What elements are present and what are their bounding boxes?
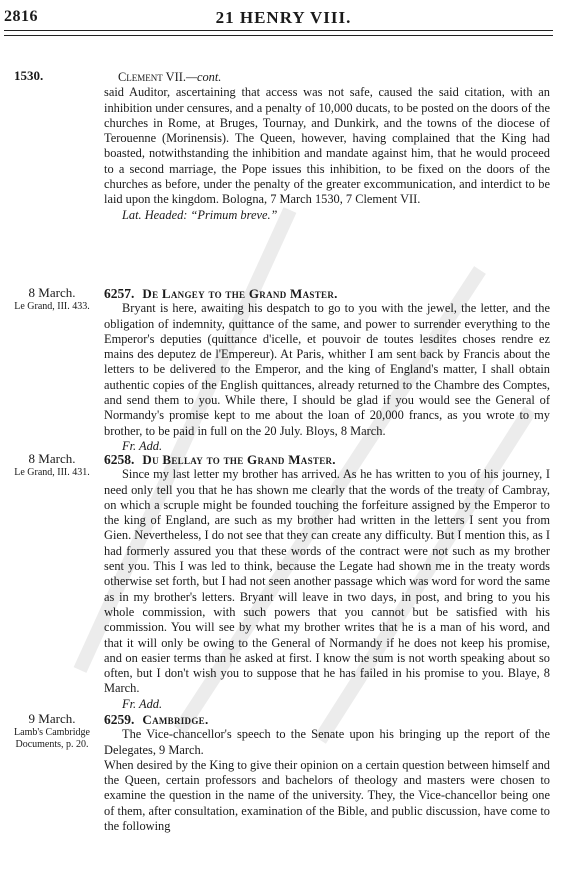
entry-number: 6258. — [104, 452, 135, 467]
running-head: 21 HENRY VIII. — [215, 8, 352, 27]
entry-number: 6257. — [104, 286, 135, 301]
entry-number: 6259. — [104, 712, 135, 727]
entry-source-ref: Lamb's Cambridge Documents, p. 20. — [14, 727, 90, 750]
entry-heading — [104, 286, 550, 301]
entry-heading — [104, 452, 550, 467]
continuation-title: Clement VII. — [118, 70, 186, 84]
meta-language: Fr. — [122, 438, 137, 453]
entry-title: De Langey to the Grand Master. — [142, 286, 338, 301]
entry-6258-margin — [6, 453, 98, 479]
entry-text: Since my last letter my brother has arrived. As he has written to you of his journey, I need only tell you that he has shown me clearly that the words of the treaty of Cambray, on which a scruple might be founded touching the forfeiture assigned by the Emperor to the king of England, are such as my brother had written in the letters I sent you from Gien. Nevertheless, I do not see that they can create any difficulty. But I mention this, as I had formerly assured you that these words of the contract were not such as my brother sent you. This I was led to think, because the Legate had shown me in the treaty words otherwise set forth, but I had not seen another passage which was word for word the same as in my brother's letters. Bryant will leave in two days, in post, and bring to you his whole commission, with such powers that you cannot but be satisfied with his commission. You will see by what my brother writes that he is a man of his word, and that it will only be owing to the General of Normandy if he does not keep his promise, and on easier terms than he asked at first. I know the sum is not worth speaking about so often, but I don't wish you to suppose that he has failed in his promise to you. Blaye, 8 March. — [104, 467, 550, 696]
entry-6259 — [104, 712, 550, 834]
entry-text: The Vice-chancellor's speech to the Senate upon his bringing up the report of the Delegates, 9 March. — [104, 727, 550, 757]
meta-source: Add. — [136, 696, 163, 711]
continuation-text: said Auditor, ascertaining that access was not safe, caused the said citation, with an inhibition under censures, and a penalty of 10,000 ducats, to be posted on the doors of the churches in Rome, at Bruges, Tournay, and Dunkirk, and the towns of the diocese of Terouenne (Morinensis). The Queen, however, having complained that the King had boasted, notwithstanding the inhibition and mandate against him, that he would proceed to a second marriage, the Pope issues this inhibition, to be fixed on the doors of the churches as before, under the penalty of the greater excommunication, and interdict to be laid upon the kingdom. Bologna, 7 March 1530, 7 Clement VII. — [104, 85, 550, 207]
entry-source-ref: Le Grand, III. 433. — [14, 301, 90, 312]
continuation-entry — [104, 70, 550, 223]
entry-date: 9 March. — [28, 711, 76, 726]
continuation-suffix: —cont. — [185, 70, 222, 84]
entry-title: Du Bellay to the Grand Master. — [142, 452, 336, 467]
entry-source-ref: Le Grand, III. 431. — [14, 467, 90, 478]
entry-text-continued: When desired by the King to give their opinion on a certain question between himself and the Queen, certain professors and bachelors of theology and masters were chosen to examine the question in the name of the university. They, the Vice-chancellor being one of them, after consultation, examination of the Bible, and public discussion, have come to the following — [104, 757, 550, 834]
meta-source: Add. — [136, 438, 163, 453]
page-number: 2816 — [4, 8, 38, 25]
header-rule — [4, 30, 553, 36]
entry-heading — [104, 712, 550, 727]
entry-meta — [104, 697, 550, 712]
entry-6259-margin — [6, 713, 98, 750]
entry-title: Cambridge. — [142, 712, 209, 727]
page-header — [0, 4, 567, 32]
year-marker: 1530. — [14, 68, 44, 83]
meta-language: Fr. — [122, 696, 137, 711]
entry-date: 8 March. — [28, 285, 76, 300]
entry-date: 8 March. — [28, 451, 76, 466]
entry-text: Bryant is here, awaiting his despatch to go to you with the jewel, the letter, and the obligation of indemnity, quittance of the same, and power to surrender everything to the Emperor's deputies (quittance d'icelle, et pouvoir de toutes lesdites choses rendre ez mains des deputez de l'Empereur). At Paris, whither I am sent back by Francis about the letters to be delivered to the Emperor, and the king of England's matter, I shall obtain authentic copies of the English quittances, already returned to the Chambre des Comptes, and send them to you. While there, I should be glad if you would see the General of Normandy's promise kept to me about the loan of 20,000 francs, as you wrote to my brother, to be paid in full on the 20 July. Bloys, 8 March. — [104, 301, 550, 438]
meta-heading: Headed: “Primum breve.” — [141, 207, 278, 222]
continuation-heading — [104, 70, 550, 85]
entry-6258 — [104, 452, 550, 712]
entry-6257-margin — [6, 287, 98, 313]
entry-6257 — [104, 286, 550, 454]
continuation-meta — [104, 208, 550, 223]
meta-language: Lat. — [122, 207, 142, 222]
